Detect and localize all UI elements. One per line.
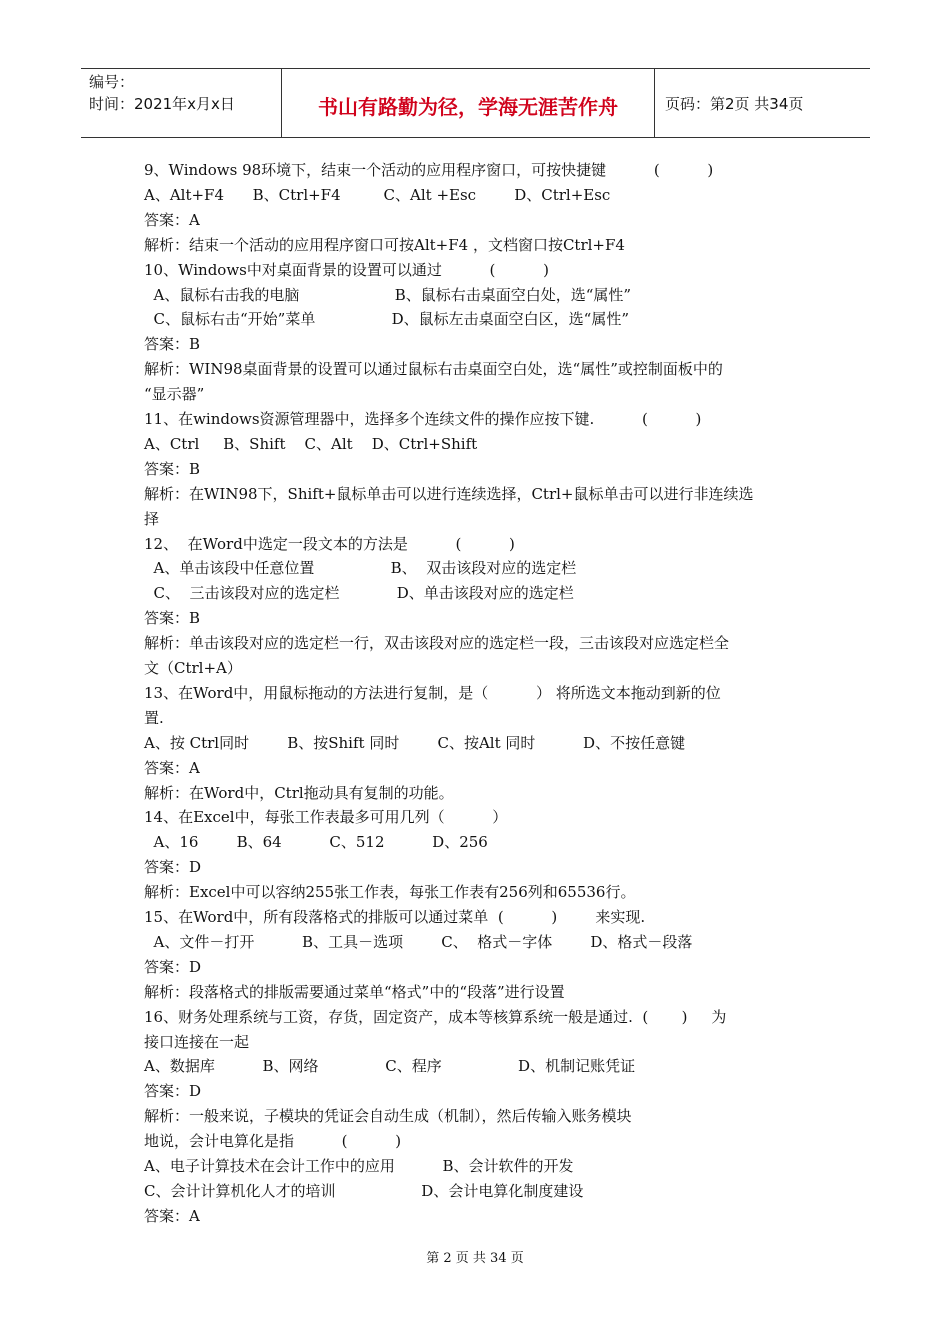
text-line: A、Alt+F4 B、Ctrl+F4 C、Alt +Esc D、Ctrl+Esc [144, 185, 611, 204]
text-line: 答案：B [144, 609, 201, 628]
text-line: 答案：A [144, 1206, 200, 1225]
text-line: A、16 B、64 C、512 D、256 [144, 833, 488, 852]
text-line: 10、Windows中对桌面背景的设置可以通过 ( ) [144, 260, 549, 279]
text-line: 15、在Word中，所有段落格式的排版可以通过菜单 ( ) 来实现. [144, 908, 646, 926]
header-meta-cell [81, 69, 282, 137]
text-line: 答案：D [144, 858, 202, 877]
text-line: 答案：D [144, 1082, 202, 1101]
text-line: 解析：Excel中可以容纳255张工作表，每张工作表有256列和65536行。 [144, 883, 636, 902]
text-line: C、会计计算机化人才的培训 D、会计电算化制度建设 [144, 1181, 584, 1200]
text-line: 答案：A [144, 210, 200, 229]
text-line: “显示器” [144, 385, 205, 404]
text-line: 答案：D [144, 957, 202, 976]
text-line: 置. [144, 708, 164, 727]
text-line: 解析：单击该段对应的选定栏一行，双击该段对应的选定栏一段，三击该段对应选定栏全 [144, 634, 730, 653]
text-line: 9、Windows 98环境下，结束一个活动的应用程序窗口，可按快捷键 ( ) [144, 161, 714, 179]
text-line: 13、在Word中，用鼠标拖动的方法进行复制，是（ ） 将所选文本拖动到新的位 [144, 683, 721, 702]
text-line: 文（Ctrl+A） [144, 659, 242, 677]
text-line: 解析：段落格式的排版需要通过菜单“格式”中的“段落”进行设置 [144, 982, 565, 1001]
text-line: 接口连接在一起 [144, 1032, 250, 1051]
header-motto-cell [282, 69, 655, 137]
page-footer: 第 2 页 共 34 页 [426, 1251, 524, 1266]
text-line: C、鼠标右击“开始”菜单 D、鼠标左击桌面空白区，选“属性” [144, 310, 630, 329]
text-line: 答案：B [144, 335, 201, 354]
text-line: A、Ctrl B、Shift C、Alt D、Ctrl+Shift [144, 434, 478, 453]
date-label: 时间：2021年x月x日 [89, 95, 235, 113]
motto: 书山有路勤为径，学海无涯苦作舟 [318, 95, 618, 119]
text-line: A、文件－打开 B、工具－选项 C、 格式－字体 D、格式－段落 [144, 932, 693, 951]
text-line: 解析：在WIN98下，Shift+鼠标单击可以进行连续选择，Ctrl+鼠标单击可以进行非连续选 [144, 484, 754, 503]
text-line: 解析：在Word中，Ctrl拖动具有复制的功能。 [144, 783, 454, 802]
header-page-cell [655, 69, 870, 137]
text-line: A、按 Ctrl同时 B、按Shift 同时 C、按Alt 同时 D、不按任意键 [144, 733, 686, 752]
serial-label: 编号： [89, 73, 135, 91]
text-line: 解析：WIN98桌面背景的设置可以通过鼠标右击桌面空白处，选“属性”或控制面板中的 [144, 360, 723, 379]
text-line: A、电子计算技术在会计工作中的应用 B、会计软件的开发 [144, 1157, 574, 1175]
text-line: 地说，会计电算化是指 ( ) [144, 1132, 402, 1151]
text-line: 11、在windows资源管理器中，选择多个连续文件的操作应按下键. ( ) [144, 410, 702, 428]
text-line: A、单击该段中任意位置 B、 双击该段对应的选定栏 [144, 559, 577, 578]
text-line: 解析：结束一个活动的应用程序窗口可按Alt+F4 ，文档窗口按Ctrl+F4 [144, 235, 625, 254]
text-line: 16、财务处理系统与工资，存货，固定资产，成本等核算系统一般是通过. ( ) 为 [144, 1007, 727, 1026]
text-line: C、 三击该段对应的选定栏 D、单击该段对应的选定栏 [144, 584, 574, 603]
text-line: A、数据库 B、网络 C、程序 D、机制记账凭证 [144, 1057, 636, 1076]
text-line: 解析：一般来说，子模块的凭证会自动生成（机制），然后传输入账务模块 [144, 1107, 632, 1126]
page-info: 页码：第2页 共34页 [665, 95, 804, 113]
text-line: 12、 在Word中选定一段文本的方法是 ( ) [144, 534, 515, 553]
text-line: 答案：A [144, 758, 200, 777]
page-header [81, 68, 870, 138]
text-line: 14、在Excel中，每张工作表最多可用几列（ ） [144, 808, 508, 827]
text-line: 答案：B [144, 459, 201, 478]
text-line: 择 [144, 509, 160, 528]
text-line: A、鼠标右击我的电脑 B、鼠标右击桌面空白处，选“属性” [144, 285, 632, 304]
